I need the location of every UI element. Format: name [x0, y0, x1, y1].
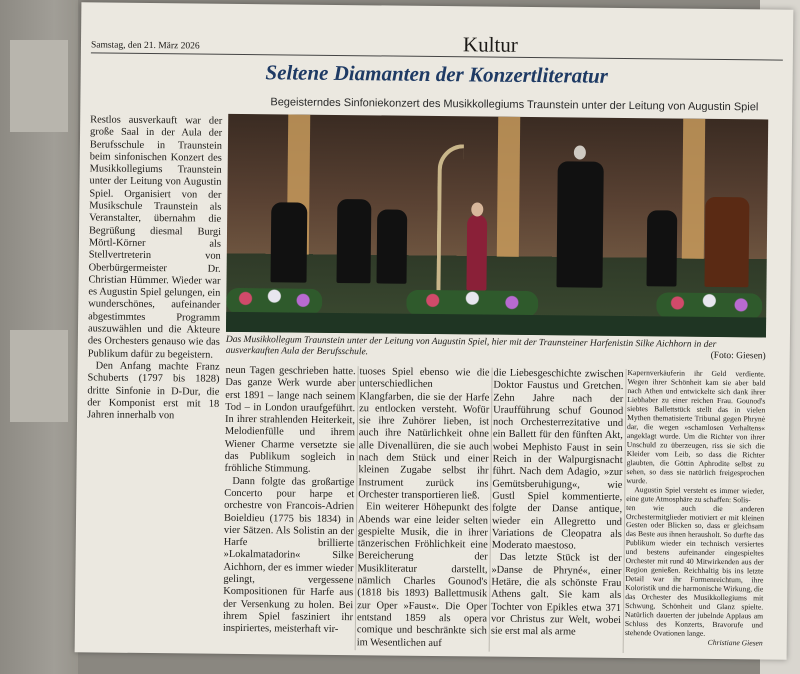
- conductor-head: [574, 145, 586, 159]
- stage-pillar: [682, 119, 705, 259]
- harp: [436, 144, 464, 302]
- stage-pillar: [497, 117, 520, 257]
- paragraph: neun Tagen geschrieben hatte. Das ganze Werk wurde aber erst 1891 – lange nach seinem Tod – in London uraufgeführt. In ihrer strahlenden Heiterkeit, Melodienfülle und ihrem Wiener Charme versetzte sie das Publikum sogleich in fröhliche Stimmung.: [224, 364, 356, 476]
- musician-silhouette: [336, 199, 371, 283]
- paragraph: Den Anfang machte Franz Schuberts (1797 bis 1828) dritte Sinfonie in D-Dur, die der Komponist erst mit 18 Jahren innerhalb von: [87, 360, 220, 422]
- flower-arrangement: [226, 288, 322, 315]
- musician-silhouette: [646, 210, 677, 286]
- paragraph: Dann folgte das großartige Concerto pour harpe et orchestre von Francois-Adrien Boieldieu (1775 bis 1834) in vier Sätzen. Als Solistin an der Harfe brillierte »Lokalmatadorin« Silke Aichhorn, der es immer wieder gelingt, vergessene Kompositionen für Harfe aus der Versenkung zu holen. Bei ihrem Spiel fasziniert ihr inspiriertes, meisterhaft vir-: [222, 475, 355, 636]
- paper-edge: [10, 330, 68, 422]
- paragraph: Ein weiterer Höhepunkt des Abends war eine leider selten gespielte Musik, die in ihrer tänzerischen Fröhlichkeit eine Bereicherung der Musikliteratur darstellt, nämlich Charles Gounod's (1818 bis 1893) Ballettmusik zur Oper »Faust«. Die Oper entstand 1859 als opera comique und beschränkte sich im Wesentlichen auf: [356, 501, 489, 649]
- flower-arrangement: [656, 292, 762, 319]
- article-subtitle: Begeisterndes Sinfoniekonzert des Musikkollegiums Traunstein unter der Leitung von Augustin Spiel: [270, 96, 759, 114]
- musician-silhouette: [271, 202, 308, 282]
- article-author: Christiane Giesen: [707, 637, 763, 648]
- paragraph: Restlos ausverkauft war der große Saal in der Aula der Berufsschule in Traunstein beim sinfonischen Konzert des Musikkollegiums Traunstein unter der Leitung von Augustin Spiel. Organisiert von der Musikschule Traunstein als Veranstalter, übernahm die Begrüßung diesmal Burgi Mörtl-Körner als Stellvertreterin von Oberbürgermeister Dr. Christian Hümmer. Wieder war es Augustin Spiel gelungen, ein wunderschönes, aufeinander abgestimmtes Programm auszuwählen und die Akteure des Orchesters genauso wie das Publikum dafür zu begeistern.: [87, 114, 223, 361]
- musician-silhouette: [376, 209, 407, 283]
- paragraph: ten wie auch die anderen Orchestermitglieder motiviert er mit kleinen Gesten oder Blicken so, dass er gleichsam das Beste aus ihnen herausholt. So durfte das Publikum wieder ein technisch versiertes und bestens aufeinander eingespieltes Orchester mit rund 40 Mitwirkenden aus der Region genießen. Reichhaltig bis ins letzte Detail war ihr Formenreichtum, ihre Koloristik und die harmonische Wirkung, die das Orchester des Musikkollegiums mit Schwung, Schönheit und Glanz spielte. Natürlich dauerten der jubelnde Applaus am Schluss des Konzerts, Bravorufe und stehende Ovationen lange.: [624, 502, 765, 638]
- column-4: [491, 368, 624, 640]
- photo-credit: (Foto: Giesen): [710, 350, 766, 362]
- stage-floor: [226, 312, 766, 338]
- page-header: [91, 12, 783, 60]
- column-2: [223, 365, 356, 637]
- caption-text: Das Musikkollegum Traunstein unter der Leitung von Augustin Spiel, hier mit der Traunsteiner Harfenistin Silke Aichhorn in der ausverkauften Aula der Berufsschule.: [225, 334, 717, 358]
- background-left: [0, 0, 78, 674]
- paragraph: tuoses Spiel ebenso wie die unterschiedlichen Klangfarben, die sie der Harfe zu entlocken versteht. Wofür sie ihre Zuhörer lieben, ist auch ihre Natürlichkeit ohne alle Divenallüren, die sie auch nach dem Stück und einer kleinen Zugabe selbst ihr Instrument zurück ins Orchester transportieren ließ.: [358, 366, 490, 502]
- section-title: Kultur: [462, 32, 518, 57]
- harpist-silhouette: [466, 214, 487, 290]
- cello-silhouette: [704, 197, 749, 287]
- paper-edge: [10, 40, 68, 132]
- paragraph: Kapernverkäuferin ihr Geld verdiente. Wegen ihrer Schönheit kam sie aber bald nach Athen und entwickelte sich dank ihrer Liebhaber zu einer reichen Frau. Gounod's siebtes Ballettstück stellt das in vielen Mythen thematisierte Tribunal gegen Phrynė dar, die wegen »schamlosen Verhaltens« angeklagt wurde. Um die Richter von ihrer Unschuld zu überzeugen, riss sie sich die Kleider vom Leib, so dass die Richter glaubten, die Göttin Aphrodite selbst zu sehen, so dass sie natürlich freigesprochen wurde.: [626, 368, 766, 485]
- paragraph: Augustin Spiel versteht es immer wieder, eine gute Atmosphäre zu schaffen: Solis-: [626, 484, 765, 504]
- column-3: [357, 366, 490, 650]
- article-title: Seltene Diamanten der Konzertliteratur: [265, 60, 609, 88]
- concert-photo: [226, 114, 768, 338]
- column-1: [87, 114, 222, 423]
- conductor-silhouette: [556, 161, 603, 287]
- paragraph: Das letzte Stück ist der »Danse de Phryné«, einer Hetäre, die als schönste Frau Athens galt. Sie kam als Tochter von Epikles etwa 371 vor Christus zur Welt, wobei sie erst mal als arme: [490, 552, 622, 638]
- harpist-head: [471, 202, 483, 216]
- photo-caption: [226, 335, 766, 363]
- newspaper-page: [75, 2, 794, 659]
- column-5: [625, 369, 766, 648]
- issue-date: Samstag, den 21. März 2026: [90, 40, 200, 52]
- paragraph: die Liebesgeschichte zwischen Doktor Faustus und Gretchen. Zehn Jahre nach der Uraufführung schuf Gounod noch Orchesterrezitative und ein Ballett für den fünften Akt, wobei Mephisto Faust in sein Reich in der Walpurgisnacht führt. Nach dem Adagio, »zur Gemütsberuhigung«, wie Gustl Spiel kommentierte, folgte der Danse antique, wieder ein Allegretto und Variations de Cleopatra als Moderato maestoso.: [491, 367, 624, 552]
